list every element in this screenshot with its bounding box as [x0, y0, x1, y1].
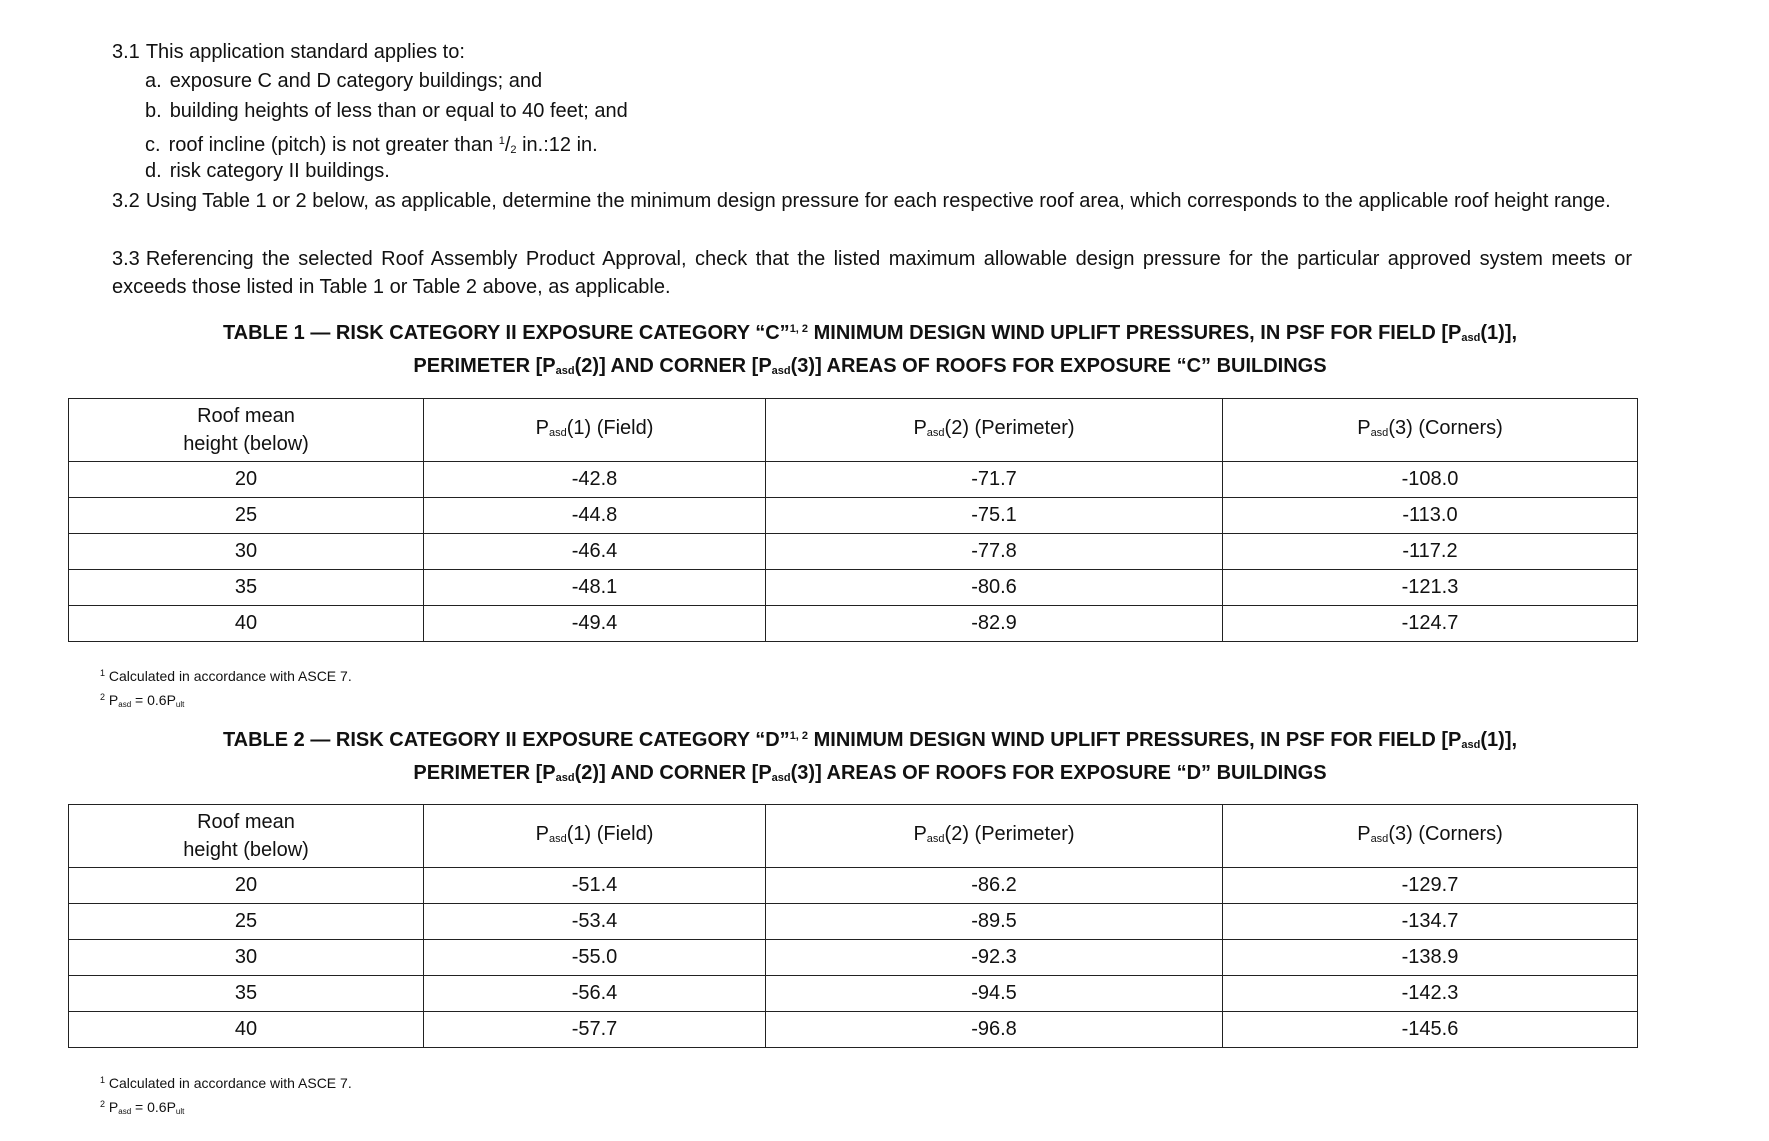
- title-text: (2)] AND CORNER [P: [574, 762, 772, 784]
- fraction-numerator: 1: [498, 135, 505, 147]
- footnote-subscript: asd: [118, 700, 132, 709]
- title-subscript: asd: [555, 772, 575, 784]
- cell-height: 30: [69, 940, 424, 976]
- title-text: PERIMETER [P: [413, 355, 556, 377]
- header-text: (3) (Corners): [1388, 416, 1503, 439]
- cell-corners: -145.6: [1223, 1012, 1638, 1048]
- footnote-text: P: [108, 1099, 119, 1115]
- section-number: 3.1: [112, 41, 140, 63]
- footnote-marker: 1: [100, 1075, 106, 1085]
- header-text: P: [535, 416, 549, 439]
- cell-height: 20: [69, 868, 424, 904]
- table-row: [69, 940, 1638, 976]
- table1-footnote-2: [100, 686, 184, 716]
- section-3-3: [112, 245, 1632, 301]
- header-subscript: asd: [548, 426, 567, 439]
- cell-field: -44.8: [424, 498, 766, 534]
- section-text: Referencing the selected Roof Assembly Product Approval, check that the listed maximum allowable design pressure for the particular approved system meets or exceeds those listed in Table 1 or Table 2 above, as applicable.: [112, 248, 1632, 298]
- cell-field: -51.4: [424, 868, 766, 904]
- section-text: This application standard applies to:: [145, 41, 465, 63]
- cell-field: -56.4: [424, 976, 766, 1012]
- title-text: (3)] AREAS OF ROOFS FOR EXPOSURE “C” BUILDINGS: [790, 355, 1327, 377]
- header-text: (2) (Perimeter): [944, 822, 1075, 845]
- header-text: (1) (Field): [566, 416, 654, 439]
- title-text: (1)],: [1480, 322, 1518, 344]
- list-text: in.:12 in.: [516, 134, 598, 156]
- cell-perimeter: -77.8: [766, 534, 1223, 570]
- cell-perimeter: -89.5: [766, 904, 1223, 940]
- footnote-text: = 0.6P: [131, 1099, 176, 1115]
- cell-corners: -138.9: [1223, 940, 1638, 976]
- header-roof-height: [69, 399, 424, 462]
- header-text: P: [913, 822, 927, 845]
- table-row: [69, 462, 1638, 498]
- section-number: 3.3: [112, 248, 140, 270]
- list-letter: b.: [145, 100, 162, 122]
- table2-footnote-2: [100, 1093, 184, 1123]
- cell-corners: -108.0: [1223, 462, 1638, 498]
- cell-perimeter: -92.3: [766, 940, 1223, 976]
- list-item-d: [145, 157, 390, 185]
- header-text: (1) (Field): [566, 822, 654, 845]
- header-perimeter: [766, 399, 1223, 462]
- section-3-2: [112, 187, 1632, 215]
- cell-height: 40: [69, 1012, 424, 1048]
- header-text: (2) (Perimeter): [944, 416, 1075, 439]
- title-subscript: asd: [555, 365, 575, 377]
- title-text: MINIMUM DESIGN WIND UPLIFT PRESSURES, IN PSF FOR FIELD [P: [808, 729, 1462, 751]
- header-corners: [1223, 805, 1638, 868]
- list-text: risk category II buildings.: [169, 160, 390, 182]
- table2-title: [70, 722, 1670, 792]
- cell-field: -49.4: [424, 606, 766, 642]
- header-roof-height: [69, 805, 424, 868]
- table-row: [69, 534, 1638, 570]
- section-3-1: [112, 38, 465, 66]
- table-row: [69, 1012, 1638, 1048]
- list-item-c: c. roof incline (pitch) is not greater than $^1/_2$ in.:12 in.: [145, 127, 598, 164]
- list-item-a: [145, 67, 542, 95]
- header-subscript: asd: [926, 426, 945, 439]
- table1-footnote-1: [100, 662, 352, 687]
- list-text: roof incline (pitch) is not greater than: [168, 134, 499, 156]
- table1: [68, 398, 1638, 642]
- section-number: 3.2: [112, 190, 140, 212]
- title-subscript: asd: [1461, 739, 1481, 751]
- title-text: (3)] AREAS OF ROOFS FOR EXPOSURE “D” BUILDINGS: [790, 762, 1327, 784]
- cell-height: 25: [69, 904, 424, 940]
- header-subscript: asd: [926, 832, 945, 845]
- header-field: [424, 399, 766, 462]
- title-text: MINIMUM DESIGN WIND UPLIFT PRESSURES, IN PSF FOR FIELD [P: [808, 322, 1462, 344]
- cell-corners: -121.3: [1223, 570, 1638, 606]
- header-subscript: asd: [548, 832, 567, 845]
- footnote-marker: 1: [100, 668, 106, 678]
- cell-field: -53.4: [424, 904, 766, 940]
- cell-perimeter: -96.8: [766, 1012, 1223, 1048]
- cell-field: -46.4: [424, 534, 766, 570]
- footnote-text: Calculated in accordance with ASCE 7.: [108, 668, 352, 684]
- cell-corners: -142.3: [1223, 976, 1638, 1012]
- header-subscript: asd: [1370, 832, 1389, 845]
- title-text: (1)],: [1480, 729, 1518, 751]
- cell-perimeter: -86.2: [766, 868, 1223, 904]
- table-row: [69, 606, 1638, 642]
- title-text: (2)] AND CORNER [P: [574, 355, 772, 377]
- header-field: [424, 805, 766, 868]
- cell-corners: -124.7: [1223, 606, 1638, 642]
- header-corners: [1223, 399, 1638, 462]
- cell-field: -57.7: [424, 1012, 766, 1048]
- header-text: Roof mean: [197, 811, 295, 833]
- title-subscript: asd: [771, 772, 791, 784]
- header-subscript: asd: [1370, 426, 1389, 439]
- table-row: [69, 868, 1638, 904]
- header-text: P: [1357, 822, 1371, 845]
- title-superscript: 1, 2: [789, 730, 809, 742]
- table-row: [69, 976, 1638, 1012]
- table-header-row: [69, 805, 1638, 868]
- footnote-text: P: [108, 692, 119, 708]
- title-text: TABLE 1 — RISK CATEGORY II EXPOSURE CATEGORY “C”: [222, 322, 790, 344]
- cell-perimeter: -80.6: [766, 570, 1223, 606]
- list-item-b: [145, 97, 628, 125]
- header-text: P: [535, 822, 549, 845]
- cell-height: 20: [69, 462, 424, 498]
- title-text: TABLE 2 — RISK CATEGORY II EXPOSURE CATEGORY “D”: [222, 729, 790, 751]
- cell-perimeter: -82.9: [766, 606, 1223, 642]
- footnote-text: = 0.6P: [131, 692, 176, 708]
- header-text: P: [913, 416, 927, 439]
- cell-height: 35: [69, 570, 424, 606]
- table-row: [69, 498, 1638, 534]
- cell-perimeter: -75.1: [766, 498, 1223, 534]
- footnote-text: Calculated in accordance with ASCE 7.: [108, 1075, 352, 1091]
- footnote-marker: 2: [100, 1099, 106, 1109]
- cell-height: 40: [69, 606, 424, 642]
- header-text: height (below): [183, 839, 309, 861]
- cell-field: -48.1: [424, 570, 766, 606]
- header-text: P: [1357, 416, 1371, 439]
- list-letter: a.: [145, 70, 162, 92]
- table-row: [69, 904, 1638, 940]
- footnote-subscript: ult: [175, 1107, 185, 1116]
- cell-height: 30: [69, 534, 424, 570]
- table-header-row: [69, 399, 1638, 462]
- cell-perimeter: -94.5: [766, 976, 1223, 1012]
- cell-corners: -129.7: [1223, 868, 1638, 904]
- title-subscript: asd: [1461, 332, 1481, 344]
- cell-corners: -113.0: [1223, 498, 1638, 534]
- table-row: [69, 570, 1638, 606]
- cell-perimeter: -71.7: [766, 462, 1223, 498]
- footnote-subscript: ult: [175, 700, 185, 709]
- header-perimeter: [766, 805, 1223, 868]
- table1-title: [70, 315, 1670, 385]
- cell-corners: -117.2: [1223, 534, 1638, 570]
- cell-field: -42.8: [424, 462, 766, 498]
- cell-field: -55.0: [424, 940, 766, 976]
- title-text: PERIMETER [P: [413, 762, 556, 784]
- section-text: Using Table 1 or 2 below, as applicable, determine the minimum design pressure for each respective roof area, which corresponds to the applicable roof height range.: [145, 190, 1611, 212]
- cell-corners: -134.7: [1223, 904, 1638, 940]
- table2: [68, 804, 1638, 1048]
- fraction-denominator: 2: [510, 144, 517, 156]
- header-text: (3) (Corners): [1388, 822, 1503, 845]
- cell-height: 25: [69, 498, 424, 534]
- header-text: height (below): [183, 433, 309, 455]
- footnote-subscript: asd: [118, 1107, 132, 1116]
- cell-height: 35: [69, 976, 424, 1012]
- list-text: exposure C and D category buildings; and: [169, 70, 543, 92]
- title-superscript: 1, 2: [789, 323, 809, 335]
- footnote-marker: 2: [100, 692, 106, 702]
- list-text: building heights of less than or equal to 40 feet; and: [169, 100, 628, 122]
- list-letter: c.: [145, 134, 161, 156]
- header-text: Roof mean: [197, 405, 295, 427]
- list-letter: d.: [145, 160, 162, 182]
- title-subscript: asd: [771, 365, 791, 377]
- table2-footnote-1: [100, 1069, 352, 1094]
